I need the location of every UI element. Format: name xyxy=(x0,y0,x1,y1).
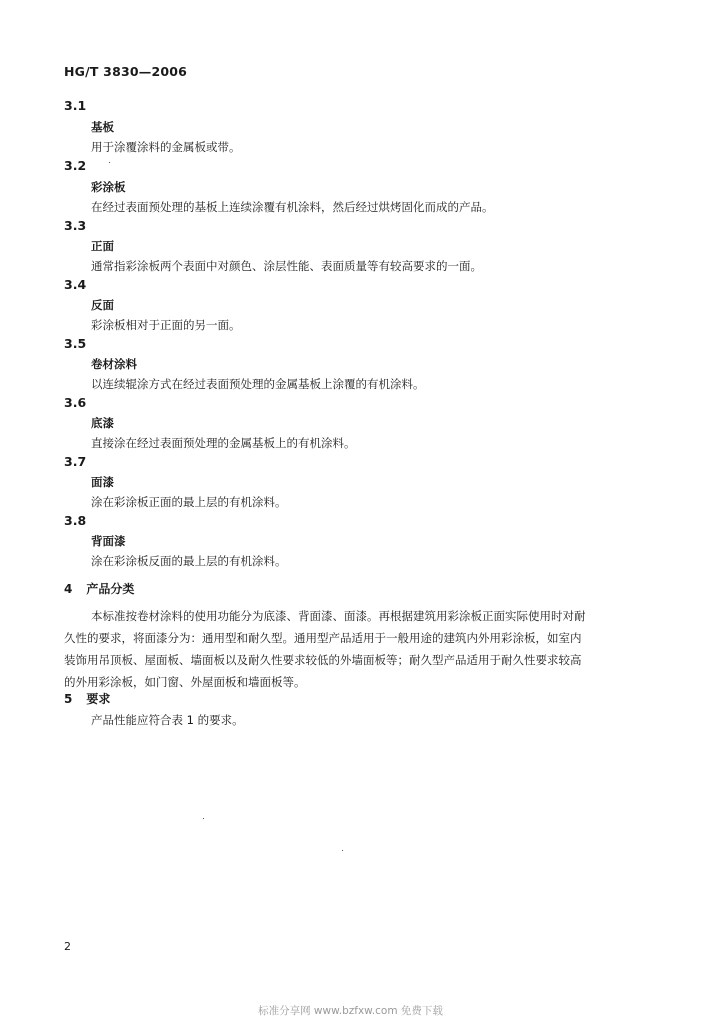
clause-number: 3.3 xyxy=(64,218,87,233)
page-number: 2 xyxy=(64,940,71,953)
term-title: 基板 xyxy=(91,120,114,134)
section-number: 4 xyxy=(64,582,73,596)
term-title: 卷材涂料 xyxy=(91,357,137,371)
footer-watermark: 标准分享网 www.bzfxw.com 免费下载 xyxy=(258,1005,443,1017)
term-definition: 在经过表面预处理的基板上连续涂覆有机涂料，然后经过烘烤固化而成的产品。 xyxy=(91,200,494,214)
scan-speck xyxy=(109,162,110,163)
term-title: 背面漆 xyxy=(91,534,126,548)
paragraph-line: 久性的要求，将面漆分为：通用型和耐久型。通用型产品适用于一般用途的建筑内外用彩涂板，如室内 xyxy=(64,631,582,645)
term-definition: 用于涂覆涂料的金属板或带。 xyxy=(91,140,241,154)
section-heading xyxy=(64,580,134,597)
term-definition: 以连续辊涂方式在经过表面预处理的金属基板上涂覆的有机涂料。 xyxy=(91,377,425,391)
paragraph-line: 本标准按卷材涂料的使用功能分为底漆、背面漆、面漆。再根据建筑用彩涂板正面实际使用时对耐 xyxy=(91,609,586,623)
paragraph-line: 装饰用吊顶板、屋面板、墙面板以及耐久性要求较低的外墙面板等；耐久型产品适用于耐久性要求较高 xyxy=(64,653,582,667)
term-title: 反面 xyxy=(91,298,114,312)
standard-code: HG/T 3830—2006 xyxy=(64,64,188,79)
term-definition: 涂在彩涂板反面的最上层的有机涂料。 xyxy=(91,554,287,568)
term-definition: 通常指彩涂板两个表面中对颜色、涂层性能、表面质量等有较高要求的一面。 xyxy=(91,259,482,273)
section-heading xyxy=(64,690,110,707)
clause-number: 3.5 xyxy=(64,336,87,351)
scan-speck xyxy=(203,818,204,819)
term-definition: 涂在彩涂板正面的最上层的有机涂料。 xyxy=(91,495,287,509)
term-title: 正面 xyxy=(91,239,114,253)
term-definition: 彩涂板相对于正面的另一面。 xyxy=(91,318,241,332)
term-definition: 直接涂在经过表面预处理的金属基板上的有机涂料。 xyxy=(91,436,356,450)
clause-number: 3.6 xyxy=(64,395,87,410)
clause-number: 3.1 xyxy=(64,98,87,113)
clause-number: 3.8 xyxy=(64,513,87,528)
clause-number: 3.2 xyxy=(64,158,87,173)
term-title: 面漆 xyxy=(91,475,114,489)
section-title: 要求 xyxy=(86,692,111,706)
paragraph-line: 的外用彩涂板，如门窗、外屋面板和墙面板等。 xyxy=(64,675,306,689)
paragraph-line: 产品性能应符合表 1 的要求。 xyxy=(91,713,244,727)
term-title: 彩涂板 xyxy=(91,180,126,194)
section-title: 产品分类 xyxy=(86,582,135,596)
clause-number: 3.4 xyxy=(64,277,87,292)
scan-speck xyxy=(342,850,343,851)
term-title: 底漆 xyxy=(91,416,114,430)
clause-number: 3.7 xyxy=(64,454,87,469)
section-number: 5 xyxy=(64,692,73,706)
